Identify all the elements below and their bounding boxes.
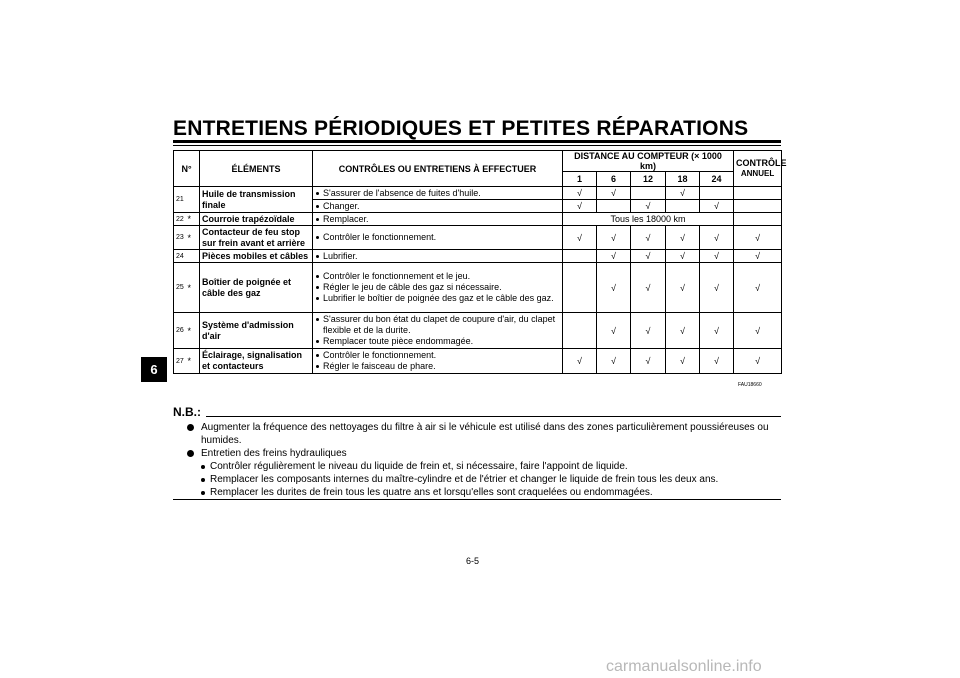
interval-mark: √ (563, 349, 597, 374)
col-header-km: 18 (666, 172, 700, 187)
interval-mark: √ (597, 349, 631, 374)
interval-mark: √ (666, 187, 700, 200)
row-number: 27 (174, 349, 188, 374)
col-header-check: CONTRÔLES OU ENTRETIENS À EFFECTUER (313, 151, 563, 187)
page-number: 6-5 (466, 556, 480, 566)
row-star: * (188, 313, 200, 349)
interval-mark: √ (631, 349, 666, 374)
interval-mark: √ (666, 263, 700, 313)
nb-bullet: Augmenter la fréquence des nettoyages du filtre à air si le véhicule est utilisé dans des zones particulièrement poussiéreuses ou humides. (173, 421, 781, 447)
row-checks (313, 213, 563, 226)
row-item: Pièces mobiles et câbles (200, 250, 313, 263)
table-row (174, 313, 782, 349)
check-item: Contrôler le fonctionnement. (315, 232, 560, 243)
interval-mark: √ (563, 226, 597, 250)
row-item: Boîtier de poignée et câble des gaz (200, 263, 313, 313)
interval-mark: √ (700, 226, 734, 250)
section-tab: 6 (141, 357, 167, 382)
table-row (174, 349, 782, 374)
interval-mark: √ (563, 187, 597, 200)
col-header-item: ÉLÉMENTS (200, 151, 313, 187)
annual-cell (734, 213, 782, 226)
table-row (174, 226, 782, 250)
row-checks (313, 250, 563, 263)
row-checks (313, 263, 563, 313)
interval-mark (597, 200, 631, 213)
interval-mark (563, 250, 597, 263)
nb-bullet: Entretien des freins hydrauliques (173, 447, 781, 460)
col-header-km: 1 (563, 172, 597, 187)
row-checks (313, 226, 563, 250)
check-item: Changer. (315, 201, 560, 212)
row-star: * (188, 349, 200, 374)
maintenance-table (173, 150, 787, 374)
nb-end-rule (173, 499, 781, 500)
row-star (188, 187, 200, 213)
row-number: 23 (174, 226, 188, 250)
interval-mark (700, 187, 734, 200)
check-item: S'assurer du bon état du clapet de coupure d'air, du clapet flexible et de la durite. (315, 314, 560, 336)
annual-mark (734, 187, 782, 200)
interval-mark: √ (597, 250, 631, 263)
row-item: Courroie trapézoïdale (200, 213, 313, 226)
nb-sub-list (173, 460, 781, 499)
col-header-km: 6 (597, 172, 631, 187)
annual-mark: √ (734, 250, 782, 263)
check-item: S'assurer de l'absence de fuites d'huile. (315, 188, 560, 199)
annual-line2: ANNUEL (740, 169, 775, 178)
row-item: Éclairage, signalisation et contacteurs (200, 349, 313, 374)
interval-mark: √ (597, 263, 631, 313)
annual-mark: √ (734, 226, 782, 250)
check-item: Régler le jeu de câble des gaz si nécessaire. (315, 282, 560, 293)
interval-mark: √ (597, 226, 631, 250)
interval-text: Tous les 18000 km (563, 213, 734, 226)
annual-mark: √ (734, 263, 782, 313)
row-star: * (188, 226, 200, 250)
col-header-distance: DISTANCE AU COMPTEUR (× 1000 km) (563, 151, 734, 172)
col-header-num: N° (174, 151, 200, 187)
nb-body (173, 421, 781, 499)
nb-sub-bullet: Remplacer les durites de frein tous les quatre ans et lorsqu'elles sont craquelées ou endommagées. (173, 486, 781, 499)
nb-sub-bullet: Remplacer les composants internes du maître-cylindre et de l'étrier et changer le liquide de frein tous les deux ans. (173, 473, 781, 486)
row-item: Système d'admission d'air (200, 313, 313, 349)
nb-label: N.B.: (173, 405, 201, 419)
row-item: Huile de transmission finale (200, 187, 313, 213)
interval-mark: √ (631, 313, 666, 349)
interval-mark: √ (631, 263, 666, 313)
nb-sub-bullet: Contrôler régulièrement le niveau du liquide de frein et, si nécessaire, faire l'appoint de liquide. (173, 460, 781, 473)
interval-mark: √ (666, 313, 700, 349)
interval-mark: √ (700, 200, 734, 213)
row-item: Contacteur de feu stop sur frein avant et arrière (200, 226, 313, 250)
table-row (174, 263, 782, 313)
annual-line1: CONTRÔLE (736, 158, 787, 168)
interval-mark: √ (597, 187, 631, 200)
interval-mark: √ (700, 349, 734, 374)
annual-mark (734, 200, 782, 213)
interval-mark: √ (631, 250, 666, 263)
interval-mark: √ (631, 226, 666, 250)
check-item: Contrôler le fonctionnement. (315, 350, 560, 361)
col-header-km: 24 (700, 172, 734, 187)
interval-mark (666, 200, 700, 213)
row-number: 24 (174, 250, 188, 263)
table-row (174, 250, 782, 263)
row-checks (313, 349, 563, 374)
col-header-km: 12 (631, 172, 666, 187)
watermark: carmanualsonline.info (606, 658, 762, 675)
annual-mark: √ (734, 313, 782, 349)
row-star: * (188, 263, 200, 313)
title-rule (173, 140, 781, 143)
row-star (188, 250, 200, 263)
row-checks (313, 200, 563, 213)
col-header-annual (734, 151, 787, 187)
check-item: Régler le faisceau de phare. (315, 361, 560, 372)
interval-mark: √ (700, 250, 734, 263)
check-item: Contrôler le fonctionnement et le jeu. (315, 271, 560, 282)
annual-mark: √ (734, 349, 782, 374)
check-item: Lubrifier le boîtier de poignée des gaz et le câble des gaz. (315, 293, 560, 304)
row-number: 21 (174, 187, 188, 213)
interval-mark: √ (631, 200, 666, 213)
interval-mark: √ (666, 226, 700, 250)
row-checks (313, 313, 563, 349)
interval-mark: √ (700, 263, 734, 313)
interval-mark: √ (563, 200, 597, 213)
check-item: Remplacer. (315, 214, 560, 225)
interval-mark: √ (666, 250, 700, 263)
interval-mark: √ (666, 349, 700, 374)
table-row (174, 213, 782, 226)
row-checks (313, 187, 563, 200)
row-number: 25 (174, 263, 188, 313)
interval-mark: √ (700, 313, 734, 349)
row-number: 22 (174, 213, 188, 226)
nb-rule (206, 416, 781, 417)
interval-mark (563, 263, 597, 313)
row-number: 26 (174, 313, 188, 349)
interval-mark: √ (597, 313, 631, 349)
interval-mark (631, 187, 666, 200)
row-star: * (188, 213, 200, 226)
interval-mark (563, 313, 597, 349)
page-title: ENTRETIENS PÉRIODIQUES ET PETITES RÉPARATIONS (173, 117, 749, 140)
table-row (174, 187, 782, 200)
reference-code: FAU18660 (738, 382, 762, 388)
check-item: Remplacer toute pièce endommagée. (315, 336, 560, 347)
check-item: Lubrifier. (315, 251, 560, 262)
title-rule-thin (173, 145, 781, 146)
